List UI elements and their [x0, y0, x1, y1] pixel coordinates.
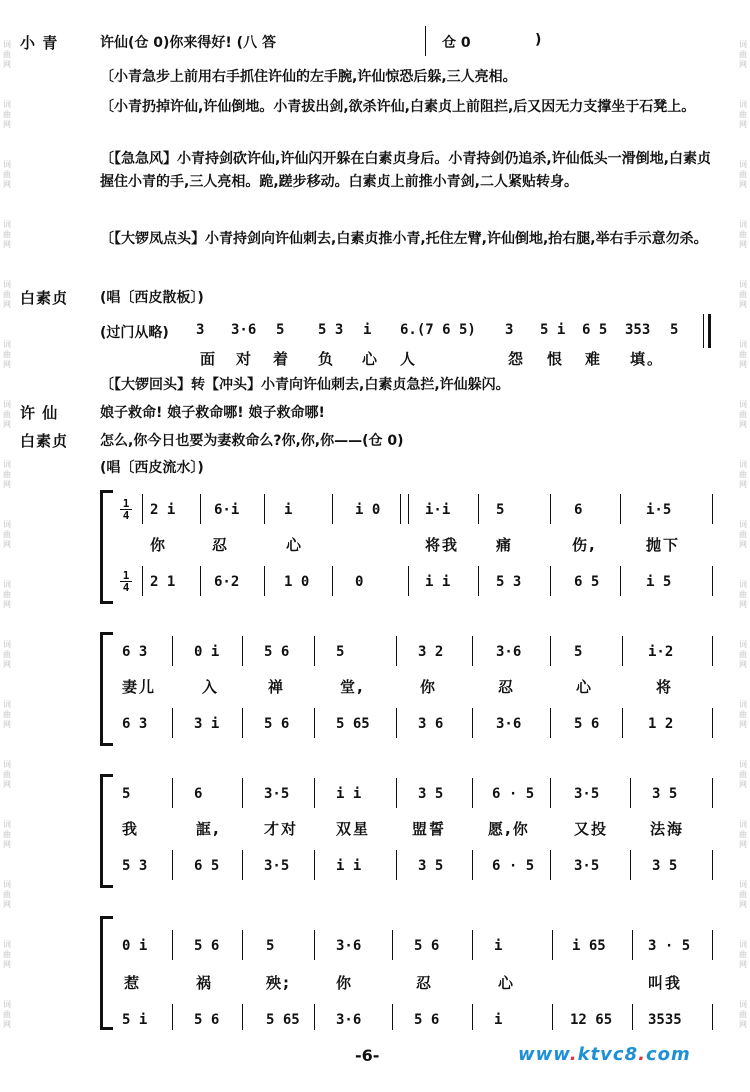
lyric: 叫我 [648, 974, 683, 992]
lyric: 堂, [340, 678, 365, 696]
barline [172, 778, 173, 808]
watermark-text: 词曲网 [3, 820, 11, 849]
melody-note: i·5 [646, 502, 672, 518]
melody-note: i [284, 502, 293, 518]
note: i [363, 322, 372, 338]
accomp-note: i [494, 1012, 503, 1028]
barline [632, 1004, 633, 1030]
stage-direction-3: 〔【急急风】小青持剑砍许仙,许仙闪开躲在白素贞身后。小青持剑仍追杀,许仙低头一滑倒地,白素贞握住小青的手,三人亮相。跪,蹉步移动。白素贞上前推小青剑,二人紧贴转身。 [100, 151, 711, 190]
barline [552, 1004, 553, 1030]
watermark-text: 词曲网 [739, 760, 747, 789]
melody-note: 3·6 [496, 644, 522, 660]
site-url-name: ktvc8 [577, 1044, 639, 1065]
accomp-note: 5 6 [414, 1012, 440, 1028]
barline [242, 636, 243, 666]
barline [314, 778, 315, 808]
note: 6 5 [582, 322, 608, 338]
watermark-text: 词曲网 [739, 160, 747, 189]
melody-note: 6 [574, 502, 583, 518]
watermark-text: 词曲网 [739, 580, 747, 609]
system-bracket [100, 632, 113, 746]
melody-note: 3·5 [574, 786, 600, 802]
accomp-note: 12 65 [570, 1012, 613, 1028]
melody-note: 5 [266, 938, 275, 954]
accomp-note: 6 5 [194, 858, 220, 874]
cue-percussion: 仓 0 [442, 35, 471, 51]
barline [712, 494, 713, 524]
note: 353 [625, 322, 651, 338]
accomp-note: 3·6 [496, 716, 522, 732]
watermark-text: 词曲网 [739, 1000, 747, 1029]
lyric: 我 [122, 820, 140, 838]
melody-note: i 0 [355, 502, 381, 518]
lyric: 又投 [574, 820, 609, 838]
watermark-text: 词曲网 [739, 640, 747, 669]
watermark-text: 词曲网 [3, 100, 11, 129]
sing-label-sanban: (唱〔西皮散板〕) [100, 290, 204, 306]
barline [712, 850, 713, 880]
cue-divider [425, 26, 426, 56]
lyric: 你 [420, 678, 438, 696]
note: 5 3 [318, 322, 344, 338]
melody-note: 3·6 [336, 938, 362, 954]
watermark-text: 词曲网 [739, 220, 747, 249]
dialogue-baisuzhen: 怎么,你今日也要为妻救命么?你,你,你——(仓 0) [100, 433, 404, 449]
stage-direction-5: 〔【大锣回头】转【冲头】小青向许仙刺去,白素贞急拦,许仙躲闪。 [100, 377, 510, 393]
barline [314, 930, 315, 960]
barline [550, 778, 551, 808]
watermark-text: 词曲网 [3, 160, 11, 189]
site-url-dot: . [638, 1044, 646, 1065]
lyric: 盟誓 [412, 820, 447, 838]
barline [408, 566, 409, 596]
cue-close-paren: ) [535, 32, 542, 48]
barline [396, 850, 397, 880]
barline [408, 494, 409, 524]
lyric: 着 [273, 350, 291, 368]
barline [396, 636, 397, 666]
watermark-text: 词曲网 [739, 820, 747, 849]
lyric: 心 [286, 536, 304, 554]
site-url-tld: com [645, 1044, 691, 1065]
accomp-note: 5 3 [496, 574, 522, 590]
accomp-note: 5 6 [574, 716, 600, 732]
barline [472, 930, 473, 960]
watermark-text: 词曲网 [739, 940, 747, 969]
barline [622, 708, 623, 738]
lyric: 痛 [496, 536, 514, 554]
lyric: 心 [362, 350, 380, 368]
melody-note: 5 6 [194, 938, 220, 954]
barline [172, 1004, 173, 1030]
accomp-note: 3·6 [336, 1012, 362, 1028]
lyric: 恨 [547, 350, 565, 368]
melody-note: i i [336, 786, 362, 802]
end-barline-thick [708, 314, 711, 348]
barline [620, 566, 621, 596]
barline [712, 636, 713, 666]
lyric: 双星 [336, 820, 371, 838]
note: 5 i [540, 322, 566, 338]
prelude-label: (过门从略) [100, 325, 169, 341]
lyric: 怨 [508, 350, 526, 368]
watermark-text: 词曲网 [3, 400, 11, 429]
barline [478, 566, 479, 596]
accomp-note: 1 2 [648, 716, 674, 732]
barline [472, 708, 473, 738]
barline [314, 1004, 315, 1030]
lyric: 忍 [416, 974, 434, 992]
stage-direction-2: 〔小青扔掉许仙,许仙倒地。小青拔出剑,欲杀许仙,白素贞上前阻拦,后又因无力支撑坐于石凳上。 [100, 99, 696, 115]
accomp-note: 3535 [648, 1012, 682, 1028]
watermark-text: 词曲网 [739, 880, 747, 909]
watermark-text: 词曲网 [739, 700, 747, 729]
melody-note: 6·i [214, 502, 240, 518]
melody-note: 5 [122, 786, 131, 802]
score-system-4 [100, 916, 720, 1030]
site-url-prefix: www [518, 1044, 570, 1065]
watermark-text: 词曲网 [3, 880, 11, 909]
accomp-note: 5 3 [122, 858, 148, 874]
note: 5 [276, 322, 285, 338]
melody-note: 3 2 [418, 644, 444, 660]
watermark-text: 词曲网 [3, 520, 11, 549]
lyric: 才对 [264, 820, 299, 838]
barline [400, 494, 401, 524]
accomp-note: 6 3 [122, 716, 148, 732]
melody-note: i·2 [648, 644, 674, 660]
barline [712, 1004, 713, 1030]
time-signature: 1 4 [120, 498, 132, 521]
watermark-text: 词曲网 [3, 640, 11, 669]
time-signature-accomp: 1 4 [120, 570, 132, 593]
barline [472, 850, 473, 880]
accomp-note: i i [425, 574, 451, 590]
accomp-note: 5 6 [264, 716, 290, 732]
barline [242, 708, 243, 738]
barline [472, 778, 473, 808]
barline [712, 566, 713, 596]
score-system-2 [100, 632, 720, 746]
barline [200, 566, 201, 596]
barline [472, 636, 473, 666]
melody-note: i [494, 938, 503, 954]
watermark-text: 词曲网 [3, 340, 11, 369]
barline [392, 1004, 393, 1030]
lyric: 难 [585, 350, 603, 368]
watermark-text: 词曲网 [3, 580, 11, 609]
barline [314, 850, 315, 880]
score-system-1 [100, 490, 720, 604]
accomp-note: 5 i [122, 1012, 148, 1028]
lyric: 愿,你 [488, 820, 530, 838]
melody-note: 0 i [122, 938, 148, 954]
right-watermark-column [736, 0, 750, 1092]
lyric: 入 [202, 678, 220, 696]
lyric: 你 [150, 536, 168, 554]
sing-label-liushui: (唱〔西皮流水〕) [100, 460, 204, 476]
dialogue-xuxian: 娘子救命! 娘子救命哪! 娘子救命哪! [100, 405, 325, 421]
barline [172, 708, 173, 738]
accomp-note: 3·5 [264, 858, 290, 874]
site-url[interactable] [518, 1044, 691, 1065]
accomp-note: 3·5 [574, 858, 600, 874]
lyric: 心 [576, 678, 594, 696]
melody-note: 3 5 [652, 786, 678, 802]
barline [712, 778, 713, 808]
accomp-note: 6·2 [214, 574, 240, 590]
barline [332, 566, 333, 596]
melody-note: 3 · 5 [648, 938, 691, 954]
watermark-text: 词曲网 [3, 40, 11, 69]
page-number: -6- [355, 1046, 380, 1065]
accomp-note: 5 6 [194, 1012, 220, 1028]
system-bracket [100, 774, 113, 888]
stage-direction-1: 〔小青急步上前用右手抓住许仙的左手腕,许仙惊恐后躲,三人亮相。 [100, 69, 517, 85]
accomp-note: 3 5 [418, 858, 444, 874]
watermark-text: 词曲网 [3, 1000, 11, 1029]
barline [172, 636, 173, 666]
barline [396, 778, 397, 808]
site-url-dot: . [569, 1044, 578, 1065]
watermark-text: 词曲网 [3, 460, 11, 489]
speaker-xuxian: 许 仙 [20, 404, 59, 422]
system-bracket [100, 490, 113, 604]
barline [332, 494, 333, 524]
watermark-text: 词曲网 [3, 280, 11, 309]
note: 6.(7 6 5) [400, 322, 476, 338]
lyric: 填。 [630, 350, 665, 368]
accomp-note: 0 [355, 574, 364, 590]
system-bracket [100, 916, 113, 1030]
melody-note: 2 i [150, 502, 176, 518]
lyric: 对 [236, 350, 254, 368]
lyric: 你 [336, 974, 354, 992]
lyric: 心 [498, 974, 516, 992]
note: 3 [505, 322, 514, 338]
lyric: 惹 [124, 974, 142, 992]
barline [472, 1004, 473, 1030]
barline [264, 566, 265, 596]
barline [550, 494, 551, 524]
watermark-text: 词曲网 [739, 40, 747, 69]
accomp-note: 6 · 5 [492, 858, 535, 874]
melody-note: 6 · 5 [492, 786, 535, 802]
lyric: 誆, [196, 820, 221, 838]
lyric: 法海 [650, 820, 685, 838]
line-xiaoqing: 许仙(仓 0)你来得好! (八 答 [100, 35, 276, 51]
accomp-note: i i [336, 858, 362, 874]
barline [242, 850, 243, 880]
watermark-text: 词曲网 [739, 340, 747, 369]
barline [392, 930, 393, 960]
left-watermark-column [0, 0, 14, 1092]
accomp-note: 5 65 [336, 716, 370, 732]
barline [620, 494, 621, 524]
watermark-text: 词曲网 [739, 100, 747, 129]
watermark-text: 词曲网 [3, 760, 11, 789]
lyric: 负 [318, 350, 336, 368]
note: 3·6 [231, 322, 257, 338]
melody-note: 5 6 [414, 938, 440, 954]
barline [172, 850, 173, 880]
accomp-note: 3 i [194, 716, 220, 732]
lyric: 殃; [266, 974, 291, 992]
barline [242, 778, 243, 808]
barline [264, 494, 265, 524]
lyric: 忍 [212, 536, 230, 554]
end-barline [703, 314, 704, 348]
barline [242, 1004, 243, 1030]
lyric: 伤, [572, 536, 597, 554]
barline [550, 850, 551, 880]
accomp-note: 6 5 [574, 574, 600, 590]
melody-note: 5 [336, 644, 345, 660]
barline [622, 636, 623, 666]
accomp-note: 5 65 [266, 1012, 300, 1028]
barline [142, 566, 143, 596]
watermark-text: 词曲网 [739, 460, 747, 489]
watermark-text: 词曲网 [3, 700, 11, 729]
accomp-note: 3 6 [418, 716, 444, 732]
barline [396, 708, 397, 738]
accomp-note: i 5 [646, 574, 672, 590]
barline [314, 708, 315, 738]
barline [552, 930, 553, 960]
barline [242, 930, 243, 960]
lyric: 抛下 [646, 536, 681, 554]
lyric: 妻儿 [122, 678, 157, 696]
accomp-note: 1 0 [284, 574, 310, 590]
melody-note: 5 6 [264, 644, 290, 660]
barline [632, 930, 633, 960]
barline [630, 850, 631, 880]
lyric: 将我 [425, 536, 460, 554]
watermark-text: 词曲网 [3, 220, 11, 249]
melody-note: 6 [194, 786, 203, 802]
speaker-baisuzhen-2: 白素贞 [20, 432, 69, 450]
melody-note: 6 3 [122, 644, 148, 660]
barline [550, 566, 551, 596]
speaker-xiaoqing: 小 青 [20, 34, 59, 52]
lyric: 祸 [196, 974, 214, 992]
lyric: 面 [200, 350, 218, 368]
melody-note: 3 5 [418, 786, 444, 802]
barline [172, 930, 173, 960]
barline [478, 494, 479, 524]
melody-note: 5 [496, 502, 505, 518]
stage-direction-4: 〔【大锣凤点头】小青持剑向许仙刺去,白素贞推小青,托住左臂,许仙倒地,抬右腿,举右手示意勿杀。 [100, 231, 708, 247]
accomp-note: 2 1 [150, 574, 176, 590]
barline [550, 636, 551, 666]
accomp-note: 3 5 [652, 858, 678, 874]
watermark-text: 词曲网 [739, 400, 747, 429]
barline [142, 494, 143, 524]
lyric: 禅 [268, 678, 286, 696]
barline [550, 708, 551, 738]
lyric: 人 [400, 350, 418, 368]
melody-note: i·i [425, 502, 451, 518]
barline [314, 636, 315, 666]
lyric: 将 [656, 678, 674, 696]
note: 5 [670, 322, 679, 338]
watermark-text: 词曲网 [3, 940, 11, 969]
barline [712, 930, 713, 960]
note: 3 [196, 322, 205, 338]
melody-note: 3·5 [264, 786, 290, 802]
lyric: 忍 [498, 678, 516, 696]
barline [712, 708, 713, 738]
melody-note: 5 [574, 644, 583, 660]
score-system-3 [100, 774, 720, 888]
watermark-text: 词曲网 [739, 520, 747, 549]
barline [200, 494, 201, 524]
melody-note: 0 i [194, 644, 220, 660]
barline [630, 778, 631, 808]
speaker-baisuzhen: 白素贞 [20, 289, 69, 307]
melody-note: i 65 [572, 938, 606, 954]
watermark-text: 词曲网 [739, 280, 747, 309]
